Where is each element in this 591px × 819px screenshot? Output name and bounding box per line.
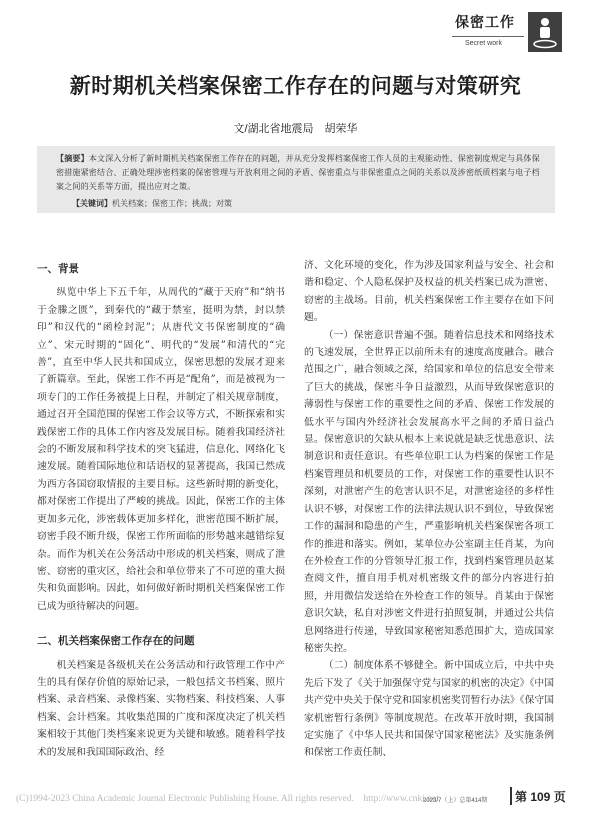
- archive-person-icon: [528, 12, 562, 52]
- article-title: 新时期机关档案保密工作存在的问题与对策研究: [69, 73, 522, 98]
- right-column: [304, 257, 554, 762]
- footer-divider: [510, 787, 512, 805]
- subheading-awareness: （一）保密意识普遍不强。: [323, 329, 444, 341]
- paragraph-text: 随着信息技术和网络技术的飞速发展，全世界正以前所未有的速度高度融合。融合范围之广，融合领域之深，给国家和单位的信息安全带来了巨大的挑战，保密斗争日益激烈，从而导致保密意识的薄弱性与保密工作的重要性之间的矛盾、保密工作发展的低水平与国内外经济社会发展高水平之间的矛盾日益凸显。保密意识的欠缺从根本上来说就是缺乏忧患意识、法制意识和责任意识。有些单位职工认为档案的保密工作是档案管理员和机要员的工作，对保密工作的重要性认识不深刻，对泄密产生的危害认识不足，对泄密途径的多样性认识不够，对保密工作的法律法规认识不到位，导致保密工作的漏洞和隐患的产生，严重影响机关档案保密各项工作的推进和落实。例如，某单位办公室副主任肖某，为向在外检查工作的分管领导汇报工作，找到档案管理员赵某查阅文件，擅自用手机对机密级文件的部分内容进行拍照，并用微信发送给在外检查工作的领导。肖某由于保密意识欠缺，私自对涉密文件进行拍照复制，并通过公共信息网络进行传递，导致国家秘密知悉范围扩大，造成国家秘密失控。: [304, 329, 555, 654]
- paragraph: 纵览中华上下五千年，从周代的“藏于天府”和“纳书于金縢之匮”，到秦代的“藏于禁室，挺明为禁，封以禁印”和汉代的“函检封泥”；从唐代文书保密制度的“确立”、宋元时期的“固化”、明代的“发展”和清代的“完善”，直至中华人民共和国成立，保密思想的发展才迎来了新篇章。至此，保密工作不再是“配角”，而是被视为一项专门的工作任务被提上日程，并制定了相关规章制度，通过召开全国范围的保密工作会议等方式，不断探索和实践保密工作的具体工作内容及发展目标。随着我国经济社会的不断发展和科学技术的突飞猛进，信息化、网络化飞速发展。随着国际地位和话语权的显著提高，我国已然成为西方各国窃取情报的主要目标。这些新时期的新变化，都对保密工作提出了严峻的挑战。因此，保密工作的主体更加多元化，涉密载体更加多样化，泄密范围不断扩展，窃密手段不断升级，保密工作所面临的形势越来越错综复杂。而作为机关在公务活动中形成的机关档案，则成了泄密、窃密的重灾区，给社会和单位带来了不可逆的重大损失和负面影响。因此，如何做好新时期机关档案保密工作已成为亟待解决的问题。: [37, 287, 285, 612]
- paragraph: 机关档案是各级机关在公务活动和行政管理工作中产生的具有保存价值的原始记录，一般包括文书档案、照片档案、录音档案、录像档案、实物档案、科技档案、人事档案、会计档案。其收集范围的广度和深度决定了机关档案相较于其他门类档案来说更为关键和敏感。随着科学技术的发展和我国国际政治、经: [37, 659, 285, 758]
- section-heading-background: 一、背景: [37, 263, 79, 275]
- section-heading-problems: 二、机关档案保密工作存在的问题: [37, 635, 195, 648]
- paragraph: [304, 657, 554, 761]
- paragraph: [304, 327, 554, 658]
- page-number: 第 109 页: [515, 790, 566, 804]
- abstract: [56, 151, 541, 194]
- section-title: 保密工作: [455, 15, 515, 31]
- keywords: [72, 196, 542, 211]
- keywords-text: 机关档案；保密工作；挑战；对策: [112, 199, 232, 208]
- subheading-system: （二）制度体系不够健全。: [323, 660, 444, 672]
- header-divider: [452, 36, 524, 37]
- paragraph: 济、文化环境的变化，作为涉及国家利益与安全、社会和谐和稳定、个人隐私保护及权益的机关档案已成为泄密、窃密的主战场。目前，机关档案保密工作主要存在如下问题。: [304, 260, 554, 324]
- abstract-label: 【摘要】: [56, 153, 89, 163]
- issue-info: 2023/7（上）总第414期: [423, 798, 488, 804]
- copyright-watermark: (C)1994-2023 China Academic Journal Electronic Publishing House. All rights reserved. http://www.cnki.net: [16, 794, 439, 804]
- left-column: [37, 257, 285, 761]
- article-author: 文/湖北省地震局 胡荣华: [233, 123, 358, 135]
- paragraph-text: 新中国成立后，中共中央先后下发了《关于加强保守党与国家的机密的决定》《中国共产党中央关于保守党和国家机密奖罚暂行办法》《保守国家机密暂行条例》等制度规范。在改革开放时期，我国制定实施了《中华人民共和国保守国家秘密法》及实施条例和保密工作责任制、: [304, 660, 555, 759]
- keywords-label: 【关键词】: [72, 198, 112, 208]
- section-subtitle: Secret work: [465, 40, 502, 47]
- abstract-text: 本文深入分析了新时期机关档案保密工作存在的问题，并从充分发挥档案保密工作人员的主观能动性、保密制度规定与具体保密措施紧密结合、正确处理涉密档案的保密管理与开放利用之间的矛盾、保密重点与非保密重点之间的关系以及涉密纸质档案与电子档案之间的关系等方面，提出应对之策。: [56, 154, 540, 191]
